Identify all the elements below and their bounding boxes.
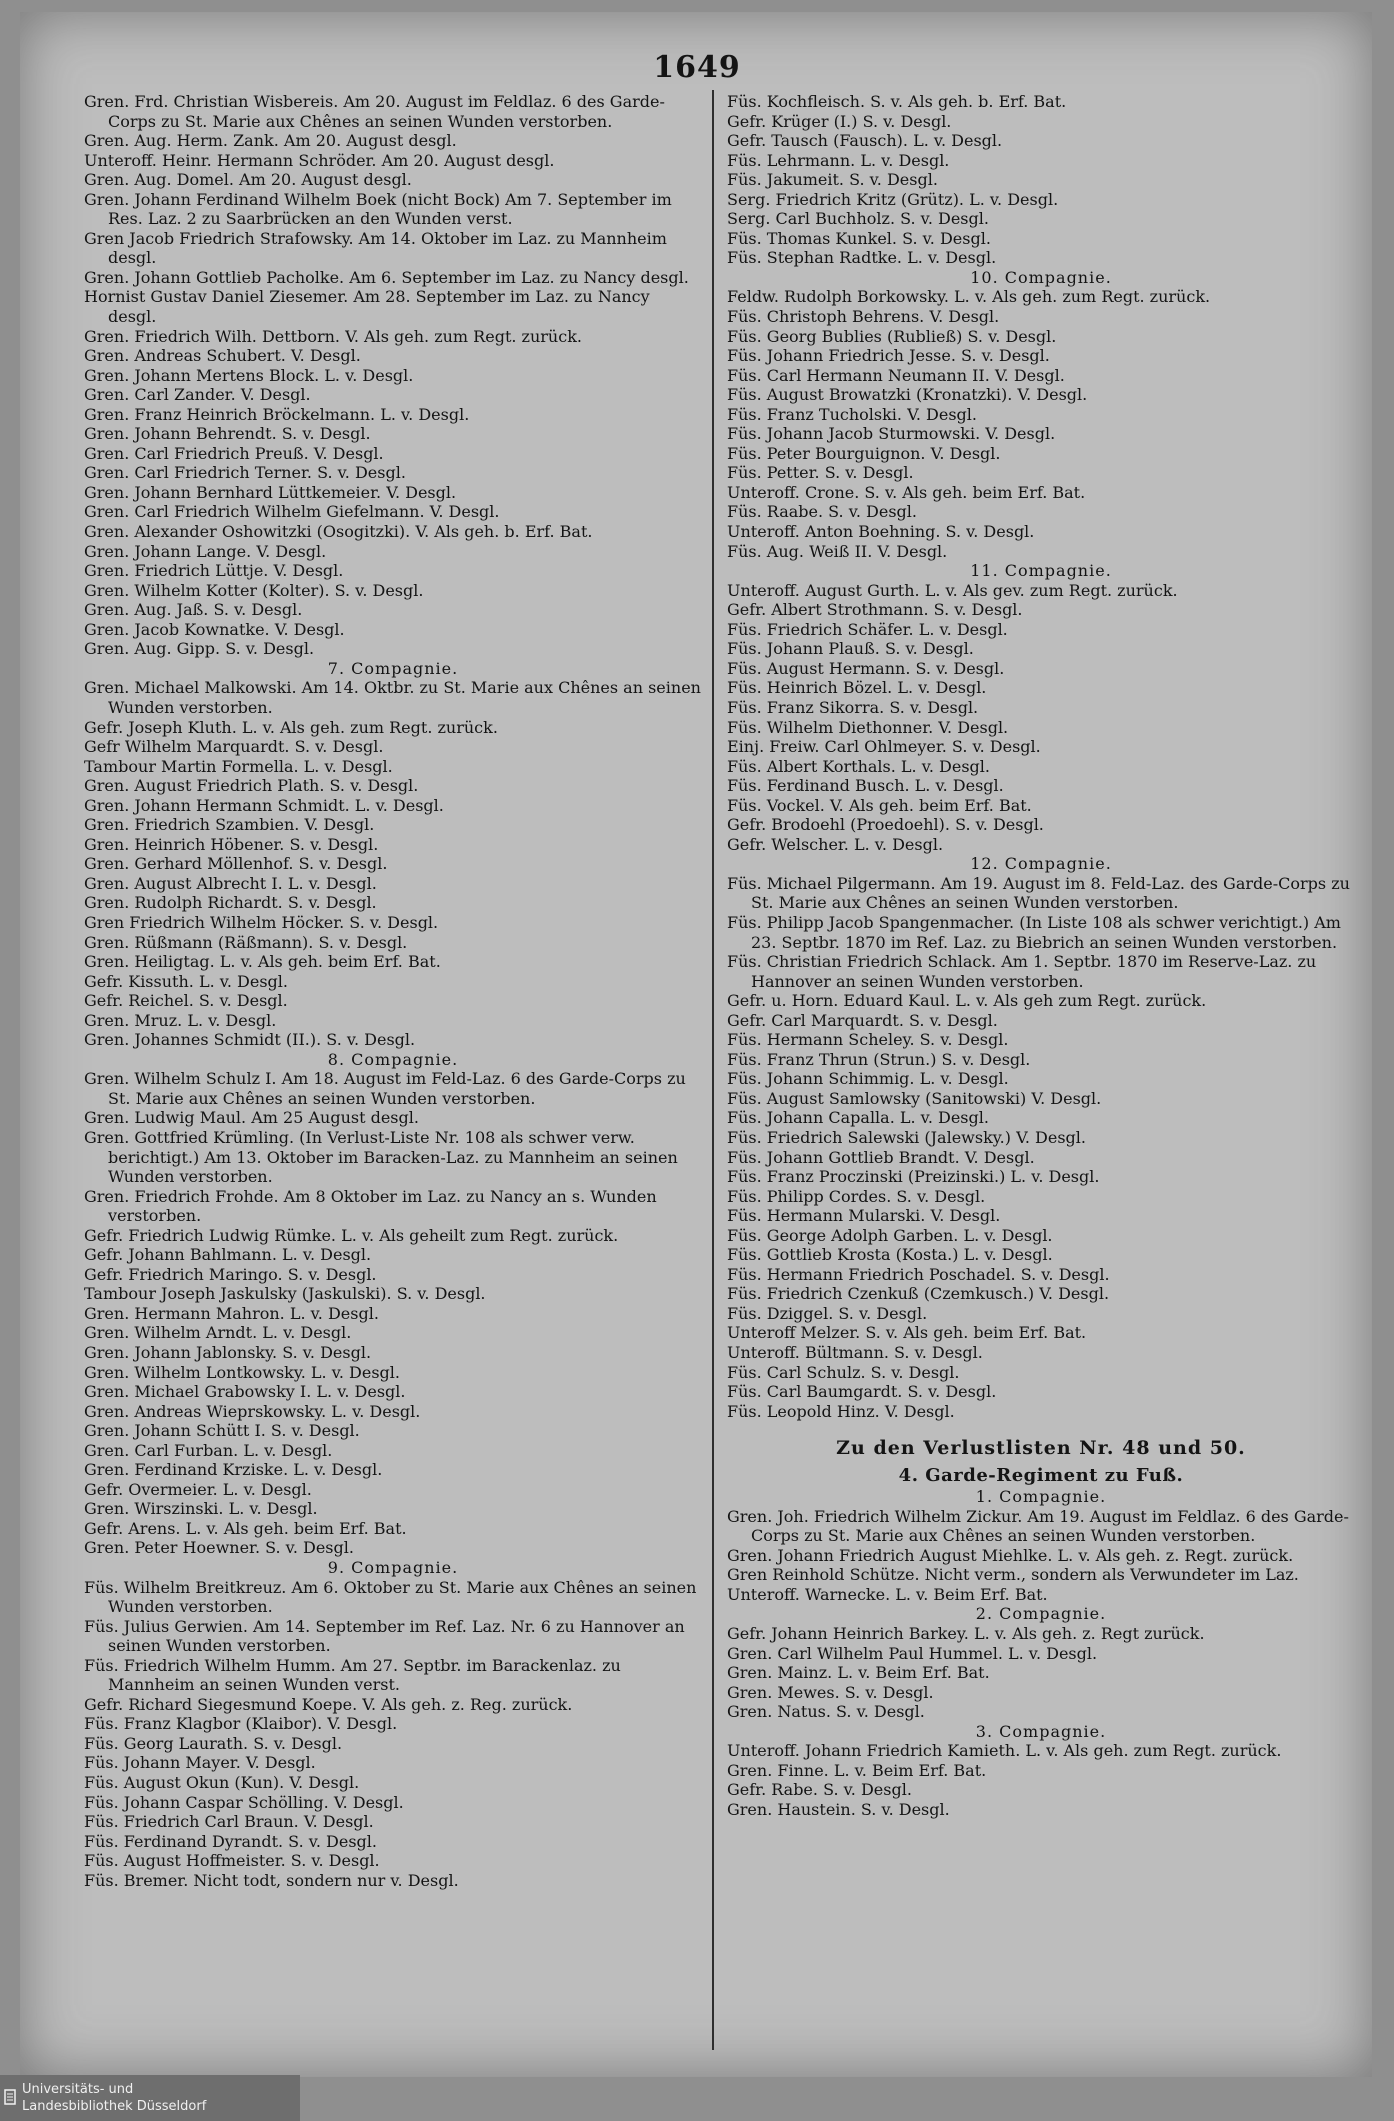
list-entry: Gren. Wilhelm Schulz I. Am 18. August im Feld-Laz. 6 des Garde-Corps zu St. Marie aux Chênes an seinen Wunden verstorben. (84, 1069, 686, 1108)
list-entry: Füs. Kochfleisch. S. v. Als geh. b. Erf. Bat. (727, 92, 1067, 111)
list-entry: Einj. Freiw. Carl Ohlmeyer. S. v. Desgl. (727, 737, 1041, 757)
list-entry: Füs. Johann Jacob Sturmowski. V. Desgl. (727, 424, 1056, 444)
list-entry: Füs. Johann Mayer. V. Desgl. (84, 1753, 316, 1773)
list-entry: Gefr. Friedrich Ludwig Rümke. L. v. Als geheilt zum Regt. zurück. (84, 1225, 619, 1245)
list-entry: Gren Friedrich Wilhelm Höcker. S. v. Desgl. (84, 912, 439, 932)
list-entry: Gefr. Albert Strothmann. S. v. Desgl. (727, 600, 1023, 620)
list-entry: Füs. Friedrich Carl Braun. V. Desgl. (84, 1812, 374, 1832)
list-entry: Gren. Gerhard Möllenhof. S. v. Desgl. (84, 854, 388, 874)
company-heading: 1. Compagnie. (975, 1487, 1107, 1507)
list-entry: Gefr. Arens. L. v. Als geh. beim Erf. Bat. (84, 1518, 407, 1538)
list-entry: Füs. Christoph Behrens. V. Desgl. (727, 307, 1000, 327)
list-entry: Gren. Wilhelm Kotter (Kolter). S. v. Desgl. (84, 580, 424, 600)
list-entry: Gren. Aug. Domel. Am 20. August desgl. (84, 170, 412, 190)
section-heading: Zu den Verlustlisten Nr. 48 und 50. (836, 1437, 1246, 1460)
company-heading: 12. Compagnie. (970, 854, 1112, 874)
list-entry: Gren. Friedrich Lüttje. V. Desgl. (84, 561, 344, 581)
list-entry: Hornist Gustav Daniel Ziesemer. Am 28. September im Laz. zu Nancy desgl. (84, 287, 650, 327)
list-entry: Gren. Alexander Oshowitzki (Osogitzki). V. Als geh. b. Erf. Bat. (84, 522, 593, 542)
list-entry: Gren. Ferdinand Krziske. L. v. Desgl. (84, 1460, 383, 1480)
company-heading: 10. Compagnie. (970, 267, 1112, 287)
list-entry: Gefr. Kissuth. L. v. Desgl. (84, 971, 288, 991)
list-entry: Unteroff. Crone. S. v. Als geh. beim Erf. Bat. (727, 482, 1086, 502)
list-entry: Füs. Wilhelm Breitkreuz. Am 6. Oktober zu St. Marie aux Chênes an seinen Wunden verstorben. (84, 1577, 697, 1617)
list-entry: Gren. Johann Ferdinand Wilhelm Boek (nicht Bock) Am 7. September im Res. Laz. 2 zu Saarbrücken an den Wunden verst. (84, 189, 672, 229)
list-entry: Füs. Friedrich Schäfer. L. v. Desgl. (727, 619, 1008, 639)
list-entry: Feldw. Rudolph Borkowsky. L. v. Als geh. zum Regt. zurück. (727, 287, 1211, 307)
list-entry: Füs. Carl Schulz. S. v. Desgl. (727, 1362, 960, 1382)
list-entry: Gefr Wilhelm Marquardt. S. v. Desgl. (84, 737, 384, 757)
list-entry: Gren. Mruz. L. v. Desgl. (84, 1010, 277, 1030)
list-entry: Gren. Finne. L. v. Beim Erf. Bat. (727, 1760, 987, 1780)
list-entry: Gren. Mewes. S. v. Desgl. (727, 1682, 934, 1702)
list-entry: Gren Reinhold Schütze. Nicht verm., sondern als Verwundeter im Laz. (727, 1565, 1299, 1585)
library-stamp (0, 2075, 300, 2121)
list-entry: Gren. Peter Hoewner. S. v. Desgl. (84, 1538, 354, 1558)
company-heading: 2. Compagnie. (975, 1604, 1107, 1624)
list-entry: Gren. Johannes Schmidt (II.). S. v. Desgl. (84, 1030, 416, 1050)
list-entry: Gefr. Welscher. L. v. Desgl. (727, 834, 944, 854)
library-logo-icon (4, 2089, 16, 2105)
list-entry: Gren. Johann Mertens Block. L. v. Desgl. (84, 365, 414, 385)
list-entry: Unteroff. Johann Friedrich Kamieth. L. v. Als geh. zum Regt. zurück. (727, 1741, 1282, 1761)
list-entry: Gren. Aug. Jaß. S. v. Desgl. (84, 600, 303, 620)
list-entry: Füs. Johann Schimmig. L. v. Desgl. (727, 1069, 1009, 1089)
list-entry: Füs. Carl Baumgardt. S. v. Desgl. (727, 1382, 997, 1402)
list-entry: Gren. Friedrich Szambien. V. Desgl. (84, 815, 375, 835)
list-entry: Gefr. Johann Bahlmann. L. v. Desgl. (84, 1245, 372, 1265)
column-divider (712, 90, 714, 2050)
list-entry: Füs. August Browatzki (Kronatzki). V. Desgl. (727, 385, 1088, 405)
list-entry: Gren. Wilhelm Lontkowsky. L. v. Desgl. (84, 1362, 400, 1382)
list-entry: Füs. Dziggel. S. v. Desgl. (727, 1303, 928, 1323)
list-entry: Füs. Philipp Jacob Spangenmacher. (In Liste 108 als schwer verichtigt.) Am 23. Septbr. 1870 im Ref. Laz. zu Biebrich an seinen Wunden verstorben. (727, 912, 1341, 952)
list-entry: Serg. Carl Buchholz. S. v. Desgl. (727, 209, 989, 229)
list-entry: Füs. Thomas Kunkel. S. v. Desgl. (727, 228, 991, 248)
list-entry: Gefr. Krüger (I.) S. v. Desgl. (727, 111, 952, 131)
list-entry: Füs. Franz Thrun (Strun.) S. v. Desgl. (727, 1049, 1031, 1069)
list-entry: Unteroff. Bültmann. S. v. Desgl. (727, 1343, 983, 1362)
list-entry: Füs. Stephan Radtke. L. v. Desgl. (727, 248, 997, 268)
list-entry: Füs. Vockel. V. Als geh. beim Erf. Bat. (727, 795, 1032, 815)
list-entry: Gren. Johann Lange. V. Desgl. (84, 541, 327, 561)
list-entry: Füs. Johann Capalla. L. v. Desgl. (727, 1108, 989, 1128)
list-entry: Gren. Heiligtag. L. v. Als geh. beim Erf. Bat. (84, 952, 441, 972)
list-entry: Füs. Ferdinand Dyrandt. S. v. Desgl. (84, 1831, 377, 1851)
list-entry: Gefr. u. Horn. Eduard Kaul. L. v. Als geh zum Regt. zurück. (727, 991, 1207, 1011)
list-entry: Füs. August Hoffmeister. S. v. Desgl. (84, 1851, 380, 1871)
list-entry: Gren. Carl Wilhelm Paul Hummel. L. v. Desgl. (727, 1643, 1098, 1663)
list-entry: Gren. Carl Zander. V. Desgl. (84, 385, 311, 405)
list-entry: Gren. Aug. Gipp. S. v. Desgl. (84, 639, 315, 659)
list-entry: Gefr. Joseph Kluth. L. v. Als geh. zum Regt. zurück. (84, 717, 498, 737)
list-entry: Gren. Johann Schütt I. S. v. Desgl. (84, 1421, 360, 1441)
library-stamp-line2: Landesbibliothek Düsseldorf (22, 2099, 207, 2114)
list-entry: Gren. Johann Bernhard Lüttkemeier. V. Desgl. (84, 482, 457, 502)
company-heading: 11. Compagnie. (970, 561, 1112, 581)
list-entry: Füs. Petter. S. v. Desgl. (727, 463, 914, 483)
list-entry: Gefr. Carl Marquardt. S. v. Desgl. (727, 1010, 998, 1030)
list-entry: Gren. Joh. Friedrich Wilhelm Zickur. Am 19. August im Feldlaz. 6 des Garde-Corps zu St. Marie aux Chênes an seinen Wunden verstorben. (727, 1506, 1349, 1546)
list-entry: Gren. Wilhelm Arndt. L. v. Desgl. (84, 1323, 352, 1343)
list-entry: Füs. Jakumeit. S. v. Desgl. (727, 170, 938, 190)
list-entry: Füs. Ferdinand Busch. L. v. Desgl. (727, 776, 1004, 796)
list-entry: Gren. Mainz. L. v. Beim Erf. Bat. (727, 1663, 990, 1683)
list-entry: Gren. Jacob Kownatke. V. Desgl. (84, 619, 345, 639)
list-entry: Füs. Franz Proczinski (Preizinski.) L. v. Desgl. (727, 1167, 1100, 1187)
list-entry: Gren. Carl Friedrich Terner. S. v. Desgl. (84, 463, 406, 483)
list-entry: Gren. Johann Gottlieb Pacholke. Am 6. September im Laz. zu Nancy desgl. (84, 267, 689, 287)
list-entry: Gren. August Friedrich Plath. S. v. Desgl. (84, 776, 419, 796)
list-entry: Füs. Hermann Friedrich Poschadel. S. v. Desgl. (727, 1264, 1110, 1284)
list-entry: Gren. Ludwig Maul. Am 25 August desgl. (84, 1108, 419, 1128)
list-entry: Gefr. Tausch (Fausch). L. v. Desgl. (727, 131, 1003, 151)
list-entry: Gren. Hermann Mahron. L. v. Desgl. (84, 1303, 379, 1323)
company-heading: 7. Compagnie. (327, 658, 459, 678)
list-entry: Unteroff Melzer. S. v. Als geh. beim Erf. Bat. (727, 1323, 1087, 1343)
list-entry: Unteroff. Heinr. Hermann Schröder. Am 20. August desgl. (84, 150, 555, 170)
regiment-heading: 4. Garde-Regiment zu Fuß. (898, 1465, 1184, 1487)
list-entry: Gefr. Reichel. S. v. Desgl. (84, 991, 288, 1011)
list-entry: Gren. Gottfried Krümling. (In Verlust-Liste Nr. 108 als schwer verw. berichtigt.) Am 13. Oktober im Baracken-Laz. zu Mannheim an seinen Wunden verstorben. (84, 1127, 678, 1187)
list-entry: Gren. Michael Malkowski. Am 14. Oktbr. zu St. Marie aux Chênes an seinen Wunden verstorben. (84, 678, 701, 717)
list-entry: Gren. Wirszinski. L. v. Desgl. (84, 1499, 318, 1519)
list-entry: Gefr. Johann Heinrich Barkey. L. v. Als geh. z. Regt zurück. (727, 1624, 1205, 1644)
list-entry: Füs. Friedrich Wilhelm Humm. Am 27. Septbr. im Barackenlaz. zu Mannheim an seinen Wunden verst. (84, 1655, 621, 1695)
list-entry: Gren. Natus. S. v. Desgl. (727, 1702, 925, 1722)
list-entry: Gren. Johann Behrendt. S. v. Desgl. (84, 424, 371, 444)
list-entry: Füs. Johann Plauß. S. v. Desgl. (727, 639, 974, 659)
list-entry: Gren. Friedrich Wilh. Dettborn. V. Als geh. zum Regt. zurück. (84, 326, 582, 346)
list-entry: Füs. Peter Bourguignon. V. Desgl. (727, 443, 1001, 463)
list-entry: Tambour Martin Formella. L. v. Desgl. (84, 756, 393, 776)
list-entry: Füs. Christian Friedrich Schlack. Am 1. Septbr. 1870 im Reserve-Laz. zu Hannover an seinen Wunden verstorben. (727, 952, 1317, 991)
list-entry: Gren. Carl Furban. L. v. Desgl. (84, 1440, 333, 1460)
list-entry: Füs. Johann Caspar Schölling. V. Desgl. (84, 1792, 404, 1812)
list-entry: Füs. Albert Korthals. L. v. Desgl. (727, 756, 990, 776)
list-entry: Füs. Hermann Scheley. S. v. Desgl. (727, 1030, 1009, 1050)
list-entry: Füs. Wilhelm Diethonner. V. Desgl. (727, 717, 1009, 737)
page-number: 1649 (653, 50, 741, 85)
list-entry: Gefr. Friedrich Maringo. S. v. Desgl. (84, 1264, 377, 1284)
right-column (727, 92, 1355, 1819)
list-entry: Gren. Andreas Schubert. V. Desgl. (84, 346, 361, 366)
list-entry: Füs. Johann Gottlieb Brandt. V. Desgl. (727, 1147, 1035, 1167)
list-entry: Füs. Bremer. Nicht todt, sondern nur v. Desgl. (84, 1870, 459, 1890)
list-entry: Füs. Franz Sikorra. S. v. Desgl. (727, 697, 979, 717)
list-entry: Füs. Franz Tucholski. V. Desgl. (727, 404, 977, 424)
list-entry: Unteroff. August Gurth. L. v. Als gev. zum Regt. zurück. (727, 580, 1178, 600)
list-entry: Füs. Friedrich Czenkuß (Czemkusch.) V. Desgl. (727, 1284, 1110, 1304)
list-entry: Füs. August Okun (Kun). V. Desgl. (84, 1773, 360, 1793)
list-entry: Gren. Friedrich Frohde. Am 8 Oktober im Laz. zu Nancy an s. Wunden verstorben. (84, 1186, 657, 1226)
list-entry: Füs. George Adolph Garben. L. v. Desgl. (727, 1225, 1053, 1245)
list-entry: Füs. Raabe. S. v. Desgl. (727, 502, 917, 522)
list-entry: Gren. Franz Heinrich Bröckelmann. L. v. Desgl. (84, 404, 470, 424)
list-entry: Füs. Hermann Mularski. V. Desgl. (727, 1206, 1001, 1226)
list-entry: Füs. Heinrich Bözel. L. v. Desgl. (727, 678, 987, 698)
left-column (84, 92, 702, 1890)
library-stamp-line1: Universitäts- und (22, 2082, 134, 2097)
list-entry: Füs. Michael Pilgermann. Am 19. August im 8. Feld-Laz. des Garde-Corps zu St. Marie aux Chênes an seinen Wunden verstorben. (727, 873, 1350, 913)
list-entry: Gren. Heinrich Höbener. S. v. Desgl. (84, 834, 379, 854)
list-entry: Gefr. Rabe. S. v. Desgl. (727, 1780, 912, 1800)
list-entry: Serg. Friedrich Kritz (Grütz). L. v. Desgl. (727, 189, 1059, 209)
list-entry: Gren. Andreas Wieprskowsky. L. v. Desgl. (84, 1401, 421, 1421)
list-entry: Gren. Carl Friedrich Wilhelm Giefelmann. V. Desgl. (84, 502, 500, 522)
list-entry: Gefr. Richard Siegesmund Koepe. V. Als geh. z. Reg. zurück. (84, 1694, 573, 1714)
list-entry: Füs. Franz Klagbor (Klaibor). V. Desgl. (84, 1714, 398, 1734)
list-entry: Tambour Joseph Jaskulsky (Jaskulski). S. v. Desgl. (84, 1284, 486, 1304)
company-heading: 3. Compagnie. (975, 1721, 1107, 1741)
list-entry: Füs. Leopold Hinz. V. Desgl. (727, 1401, 955, 1421)
list-entry: Unteroff. Warnecke. L. v. Beim Erf. Bat. (727, 1584, 1048, 1604)
list-entry: Gren. Rüßmann (Räßmann). S. v. Desgl. (84, 932, 408, 952)
list-entry: Füs. August Hermann. S. v. Desgl. (727, 658, 1005, 678)
list-entry: Füs. Carl Hermann Neumann II. V. Desgl. (727, 365, 1065, 385)
list-entry: Füs. Philipp Cordes. S. v. Desgl. (727, 1186, 986, 1206)
list-entry: Füs. Julius Gerwien. Am 14. September im Ref. Laz. Nr. 6 zu Hannover an seinen Wunden verstorben. (84, 1616, 685, 1656)
list-entry: Gren. Johann Hermann Schmidt. L. v. Desgl. (84, 795, 444, 815)
list-entry: Gren. Johann Jablonsky. S. v. Desgl. (84, 1343, 372, 1362)
list-entry: Gren. Rudolph Richardt. S. v. Desgl. (84, 893, 377, 913)
list-entry: Füs. Aug. Weiß II. V. Desgl. (727, 541, 948, 561)
list-entry: Füs. Friedrich Salewski (Jalewsky.) V. Desgl. (727, 1127, 1086, 1147)
list-entry: Gefr. Overmeier. L. v. Desgl. (84, 1479, 312, 1499)
list-entry: Gren. August Albrecht I. L. v. Desgl. (84, 873, 377, 893)
list-entry: Füs. Johann Friedrich Jesse. S. v. Desgl. (727, 346, 1050, 366)
list-entry: Füs. Gottlieb Krosta (Kosta.) L. v. Desgl. (727, 1245, 1053, 1265)
list-entry: Gren. Aug. Herm. Zank. Am 20. August desgl. (84, 131, 457, 151)
list-entry: Gren. Haustein. S. v. Desgl. (727, 1799, 950, 1819)
list-entry: Füs. Lehrmann. L. v. Desgl. (727, 150, 950, 170)
list-entry: Gren. Carl Friedrich Preuß. V. Desgl. (84, 443, 384, 463)
list-entry: Unteroff. Anton Boehning. S. v. Desgl. (727, 522, 1035, 542)
list-entry: Füs. Georg Bublies (Rubließ) S. v. Desgl. (727, 326, 1057, 346)
list-entry: Gren. Michael Grabowsky I. L. v. Desgl. (84, 1382, 406, 1402)
list-entry: Füs. August Samlowsky (Sanitowski) V. Desgl. (727, 1088, 1102, 1108)
list-entry: Gefr. Brodoehl (Proedoehl). S. v. Desgl. (727, 815, 1044, 835)
list-entry: Gren. Johann Friedrich August Miehlke. L. v. Als geh. z. Regt. zurück. (727, 1545, 1294, 1565)
list-entry: Gren Jacob Friedrich Strafowsky. Am 14. Oktober im Laz. zu Mannheim desgl. (84, 228, 667, 268)
list-entry: Füs. Georg Laurath. S. v. Desgl. (84, 1733, 343, 1753)
company-heading: 8. Compagnie. (327, 1049, 459, 1069)
list-entry: Gren. Frd. Christian Wisbereis. Am 20. August im Feldlaz. 6 des Garde-Corps zu St. Marie aux Chênes an seinen Wunden verstorben. (84, 92, 665, 131)
company-heading: 9. Compagnie. (327, 1558, 459, 1578)
